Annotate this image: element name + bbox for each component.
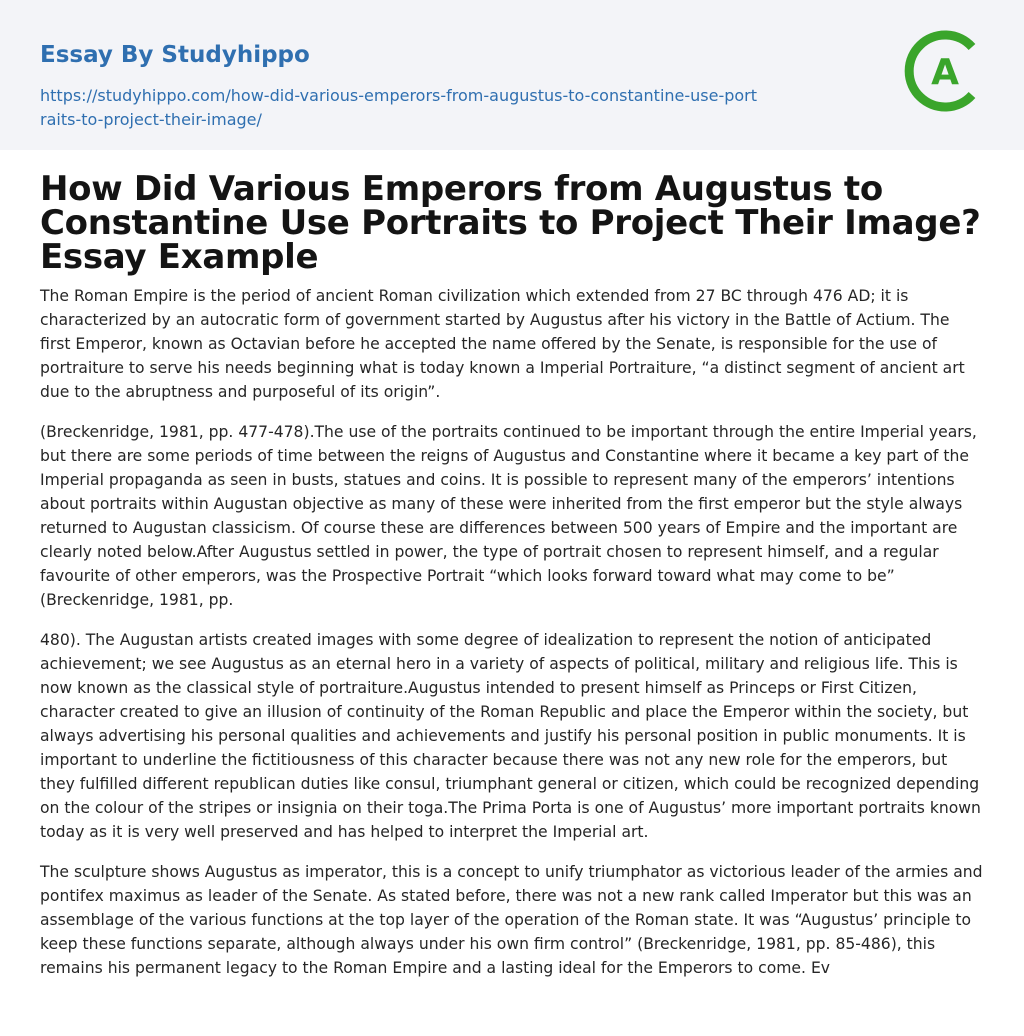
essay-url-link[interactable]: https://studyhippo.com/how-did-various-emperors-from-augustus-to-constantine-use-portraits-to-project-their-image/ bbox=[40, 86, 758, 129]
studyhippo-logo-icon[interactable] bbox=[900, 29, 984, 113]
logo-letter: A bbox=[931, 52, 959, 93]
paragraph-2: (Breckenridge, 1981, pp. 477-478).The use of the portraits continued to be important through the entire Imperial years, but there are some periods of time between the reigns of Augustus and Constantine where it became a key part of the Imperial propaganda as seen in busts, statues and coins. It is possible to represent many of the emperors’ intentions about portraits within Augustan objective as many of these were inherited from the first emperor but the style always returned to Augustan classicism. Of course these are differences between 500 years of Empire and the important are clearly noted below.After Augustus settled in power, the type of portrait chosen to represent himself, and a regular favourite of other emperors, was the Prospective Portrait “which looks forward toward what may come to be” (Breckenridge, 1981, pp. bbox=[40, 423, 977, 609]
article-body bbox=[0, 169, 1024, 980]
paragraph-1: The Roman Empire is the period of ancient Roman civilization which extended from 27 BC through 476 AD; it is characterized by an autocratic form of government started by Augustus after his victory in the Battle of Actium. The first Emperor, known as Octavian before he accepted the name offered by the Senate, is responsible for the use of portraiture to serve his needs beginning what is today known a Imperial Portraiture, “a distinct segment of ancient art due to the abruptness and purposeful of its origin”. bbox=[40, 287, 965, 401]
page-title: How Did Various Emperors from Augustus to Constantine Use Portraits to Project Their Image? Essay Example bbox=[40, 169, 981, 277]
brand-name[interactable]: Essay By Studyhippo bbox=[40, 42, 310, 68]
site-header bbox=[0, 0, 1024, 150]
paragraph-3: 480). The Augustan artists created images with some degree of idealization to represent the notion of anticipated achievement; we see Augustus as an eternal hero in a variety of aspects of political, military and religious life. This is now known as the classical style of portraiture.Augustus intended to present himself as Princeps or First Citizen, character created to give an illusion of continuity of the Roman Republic and place the Emperor within the society, but always advertising his personal qualities and achievements and justify his personal position in public monuments. It is important to underline the fictitiousness of this character because there was not any new role for the emperors, but they fulfilled different republican duties like consul, triumphant general or citizen, which could be recognized depending on the colour of the stripes or insignia on their toga.The Prima Porta is one of Augustus’ more important portraits known today as it is very well preserved and has helped to interpret the Imperial art. bbox=[40, 631, 981, 841]
paragraph-4: The sculpture shows Augustus as imperator, this is a concept to unify triumphator as victorious leader of the armies and pontifex maximus as leader of the Senate. As stated before, there was not a new rank called Imperator but this was an assemblage of the various functions at the top layer of the operation of the Roman state. It was “Augustus’ principle to keep these functions separate, although always under his own firm control” (Breckenridge, 1981, pp. 85-486), this remains his permanent legacy to the Roman Empire and a lasting ideal for the Emperors to come. Ev bbox=[40, 863, 983, 977]
